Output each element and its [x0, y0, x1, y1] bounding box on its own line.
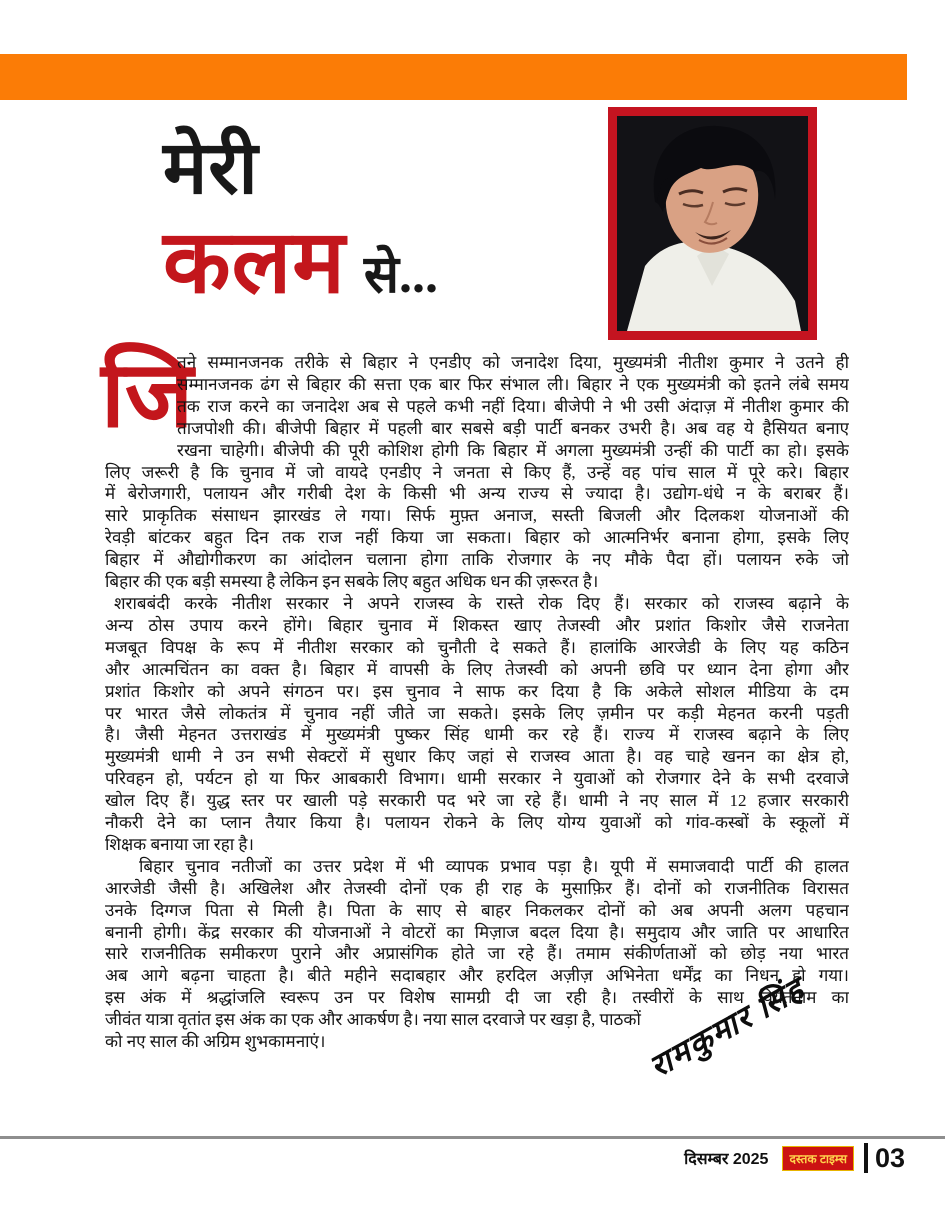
- text-line: बिहार चुनाव नतीजों का उत्तर प्रदेश में भी व्यापक प्रभाव पड़ा है। यूपी में समाजवादी पार्टी की हालत: [139, 856, 849, 876]
- paragraph-2: [105, 593, 849, 856]
- page-number: 03: [874, 1143, 905, 1173]
- text-line: प्रशांत किशोर को अपने संगठन पर। इस चुनाव ने साफ कर दिया है कि अकेले सोशल मीडिया के दम: [105, 681, 849, 701]
- text-line: बिहार की एक बड़ी समस्या है लेकिन इन सबके लिए बहुत अधिक धन की ज़रूरत है।: [105, 572, 599, 592]
- text-line: ताजपोशी की। बीजेपी बिहार में पहली बार सबसे बड़ी पार्टी बनकर उभरी है। अब वह ये हैसियत बनाए: [177, 418, 849, 438]
- text-line: है। जैसी मेहनत उत्तराखंड में मुख्यमंत्री पुष्कर सिंह धामी कर रहे हैं। राज्य में राजस्व बढ़ाने के लिए: [105, 725, 849, 745]
- editor-photo-frame: [608, 107, 817, 340]
- title-word-se: से...: [363, 247, 439, 304]
- top-accent-bar: [0, 54, 907, 100]
- text-line: नौकरी देने का प्लान तैयार किया है। पलायन रोकने के लिए योग्य युवाओं को गांव-कस्बों के स्कूलों में: [105, 813, 849, 833]
- text-line: तने सम्मानजनक तरीके से बिहार ने एनडीए को जनादेश दिया, मुख्यमंत्री नीतीश कुमार ने उतने ही: [177, 353, 849, 372]
- editorial-body: [101, 344, 849, 1053]
- text-line: अब आगे बढ़ना चाहता है। बीते महीने सदाबहार और हरदिल अज़ीज़ अभिनेता धर्मेंद्र का निधन हो गया।: [105, 966, 849, 986]
- text-line: सारे राजनीतिक समीकरण पुराने और अप्रासंगिक होते जा रहे हैं। तमाम संकीर्णताओं को छोड़ नया भारत: [105, 944, 849, 964]
- text-line: उनके दिग्गज पिता से मिली है। पिता के साए से बाहर निकलकर दोनों को अब अपनी अलग पहचान: [105, 900, 849, 920]
- text-line: तक राज करने का जनादेश अब से पहले कभी नहीं दिया। बीजेपी ने भी उसी अंदाज़ में नीतीश कुमार की: [177, 396, 849, 416]
- text-line: में बेरोजगारी, पलायन और गरीबी देश के किसी भी अन्य राज्य से ज्यादा है। उद्योग-धंधे न के बराबर हैं।: [105, 484, 849, 504]
- text-line: मुख्यमंत्री धामी ने उन सभी सेक्टरों में सुधार किए जहां से राजस्व आता है। वह चाहे खनन का क्षेत्र हो,: [105, 747, 849, 767]
- text-line: सारे प्राकृतिक संसाधन झारखंड ले गया। सिर्फ मुफ़्त अनाज, सस्ती बिजली और दिलकश योजनाओं की: [105, 506, 849, 526]
- text-line: शिक्षक बनाया जा रहा है।: [105, 834, 254, 854]
- text-line: बिहार में औद्योगीकरण का आंदोलन चलाना होगा ताकि रोजगार के नए मौके पैदा हों। पलायन रुके जो: [105, 550, 849, 570]
- footer: [684, 1143, 905, 1173]
- editor-signature: रामकुमार सिंह: [643, 970, 811, 1085]
- text-line: पर भारत जैसे लोकतंत्र में चुनाव नहीं जीते जा सकते। इसके लिए ज़मीन पर कड़ी मेहनत करनी पड़ती: [105, 703, 849, 723]
- page-title: [163, 128, 439, 312]
- text-line: सम्मानजनक ढंग से बिहार की सत्ता एक बार फिर संभाल ली। बिहार ने एक मुख्यमंत्री को इतने लंबे समय: [177, 374, 849, 394]
- paragraph-1: [101, 344, 849, 593]
- title-word-kalam: कलम: [163, 215, 346, 312]
- text-line: और आत्मचिंतन का वक्त है। बिहार में वापसी के लिए तेजस्वी को अपनी छवि पर ध्यान देना होगा और: [105, 659, 849, 679]
- text-line: को नए साल की अग्रिम शुभकामनाएं।: [105, 1032, 326, 1052]
- title-word-meri: मेरी: [163, 128, 259, 210]
- text-line: आरजेडी जैसी है। अखिलेश और तेजस्वी दोनों एक ही राह के मुसाफ़िर हैं। दोनों को राजनीतिक विरासत: [105, 878, 849, 898]
- text-line: लिए जरूरी है कि चुनाव में जो वायदे एनडीए ने जनता से किए हैं, उन्हें वह पांच साल में पूरे करे। बिहार: [105, 462, 849, 482]
- text-line: खोल दिए हैं। युद्ध स्तर पर खाली पड़े सरकारी पद भरे जा रहे हैं। धामी ने नए साल में 12 हजार सरकारी: [105, 791, 849, 811]
- text-line: जीवंत यात्रा वृतांत इस अंक का एक और आकर्षण है। नया साल दरवाजे पर खड़ा है, पाठकों: [105, 1010, 641, 1030]
- text-line: रेवड़ी बांटकर बहुत दिन तक राज नहीं किया जा सकता। बिहार को आत्मनिर्भर बनाना होगा, इसके लिए: [105, 528, 849, 548]
- magazine-logo: दस्तक टाइम्स: [782, 1146, 854, 1171]
- text-line: मजबूत विपक्ष के रूप में नीतीश सरकार को चुनौती दे सकते हैं। हालांकि आरजेडी के लिए यह कठिन: [105, 637, 849, 657]
- text-line: परिवहन हो, पर्यटन हो या फिर आबकारी विभाग। धामी सरकार ने युवाओं को रोजगार देने के सभी दरवाजे: [105, 769, 849, 789]
- editor-photo: [617, 116, 808, 331]
- issue-date: दिसम्बर 2025: [684, 1151, 769, 1168]
- text-line: शराबबंदी करके नीतीश सरकार ने अपने राजस्व के रास्ते रोक दिए हैं। सरकार को राजस्व बढ़ाने के: [114, 593, 849, 613]
- text-line: रखना चाहेगी। बीजेपी की पूरी कोशिश होगी कि बिहार में अगला मुख्यमंत्री उन्हीं की पार्टी का हो। इसके: [177, 440, 849, 460]
- text-line: अन्य ठोस उपाय करने होंगे। बिहार चुनाव में शिकस्त खाए तेजस्वी और प्रशांत किशोर जैसे राजनेता: [105, 615, 849, 635]
- text-line: बनानी होगी। केंद्र सरकार की योजनाओं ने वोटरों का मिज़ाज बदल दिया है। समुदाय और जाति पर आधारित: [105, 922, 849, 942]
- text-line: इस अंक में श्रद्धांजलि स्वरूप उन पर विशेष सामग्री दी जा रही है। तस्वीरों के साथ वियतनाम का: [105, 988, 849, 1008]
- footer-divider: [864, 1143, 868, 1173]
- footer-rule: [0, 1136, 945, 1139]
- drop-cap: जि: [101, 344, 194, 446]
